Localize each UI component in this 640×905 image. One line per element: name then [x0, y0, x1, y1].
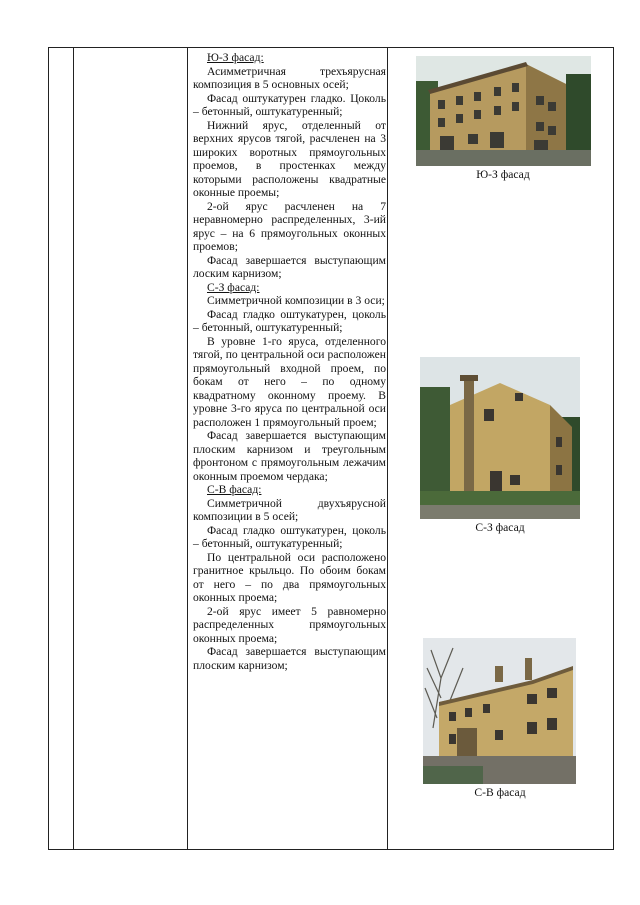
- column-divider: [73, 48, 74, 849]
- photo-caption: С-З фасад: [475, 521, 525, 534]
- facade-photo-nw: [420, 357, 580, 519]
- facade-photo-sw: [416, 56, 591, 166]
- paragraph: Фасад гладко оштукатурен, цоколь – бетонный, оштукатуренный;: [193, 307, 386, 334]
- paragraph: Фасад завершается выступающим плоским карнизом и треугольным фронтоном с прямоугольным лежачим оконным проемом чердака;: [193, 429, 386, 483]
- section-heading-nw: С-З фасад:: [207, 280, 260, 294]
- section-heading-sw: Ю-З фасад:: [207, 51, 264, 64]
- paragraph: Фасад гладко оштукатурен, цоколь – бетонный, оштукатуренный;: [193, 523, 386, 550]
- paragraph: Асимметричная трехъярусная композиция в 5 основных осей;: [193, 64, 386, 91]
- facade-description-column: [193, 51, 386, 672]
- paragraph: Симметричной двухъярусной композиции в 5 осей;: [193, 496, 386, 523]
- paragraph: Нижний ярус, отделенный от верхних ярусов тягой, расчленен на 3 широких воротных прямоугольных проемов, в простенках между которыми расположены квадратные оконные проемы;: [193, 118, 386, 199]
- paragraph: Фасад завершается выступающим плоским карнизом;: [193, 645, 386, 672]
- section-heading-ne: С-В фасад:: [207, 483, 262, 496]
- paragraph: Симметричной композиции в 3 оси;: [207, 294, 385, 307]
- facade-photo-ne: [423, 638, 576, 784]
- photo-caption: Ю-З фасад: [476, 168, 530, 181]
- paragraph: 2-ой ярус расчленен на 7 неравномерно распределенных, 3-ий ярус – на 6 прямоугольных оконных проемов;: [193, 199, 386, 253]
- paragraph: 2-ой ярус имеет 5 равномерно распределенных прямоугольных оконных проема;: [193, 604, 386, 645]
- column-divider: [387, 48, 388, 849]
- photo-caption: С-В фасад: [474, 786, 526, 799]
- paragraph: Фасад оштукатурен гладко. Цоколь – бетонный, оштукатуренный;: [193, 91, 386, 118]
- paragraph: Фасад завершается выступающим лоским карнизом;: [193, 253, 386, 280]
- column-divider: [187, 48, 188, 849]
- paragraph: По центральной оси расположено гранитное крыльцо. По обоим бокам от него – по два прямоугольных оконных проема;: [193, 550, 386, 604]
- paragraph: В уровне 1-го яруса, отделенного тягой, по центральной оси расположен прямоугольный входной проем, по бокам от него – по одному квадратному оконному проему. В уровне 3-го яруса по центральной оси расположен 1 прямоугольный проем;: [193, 334, 386, 429]
